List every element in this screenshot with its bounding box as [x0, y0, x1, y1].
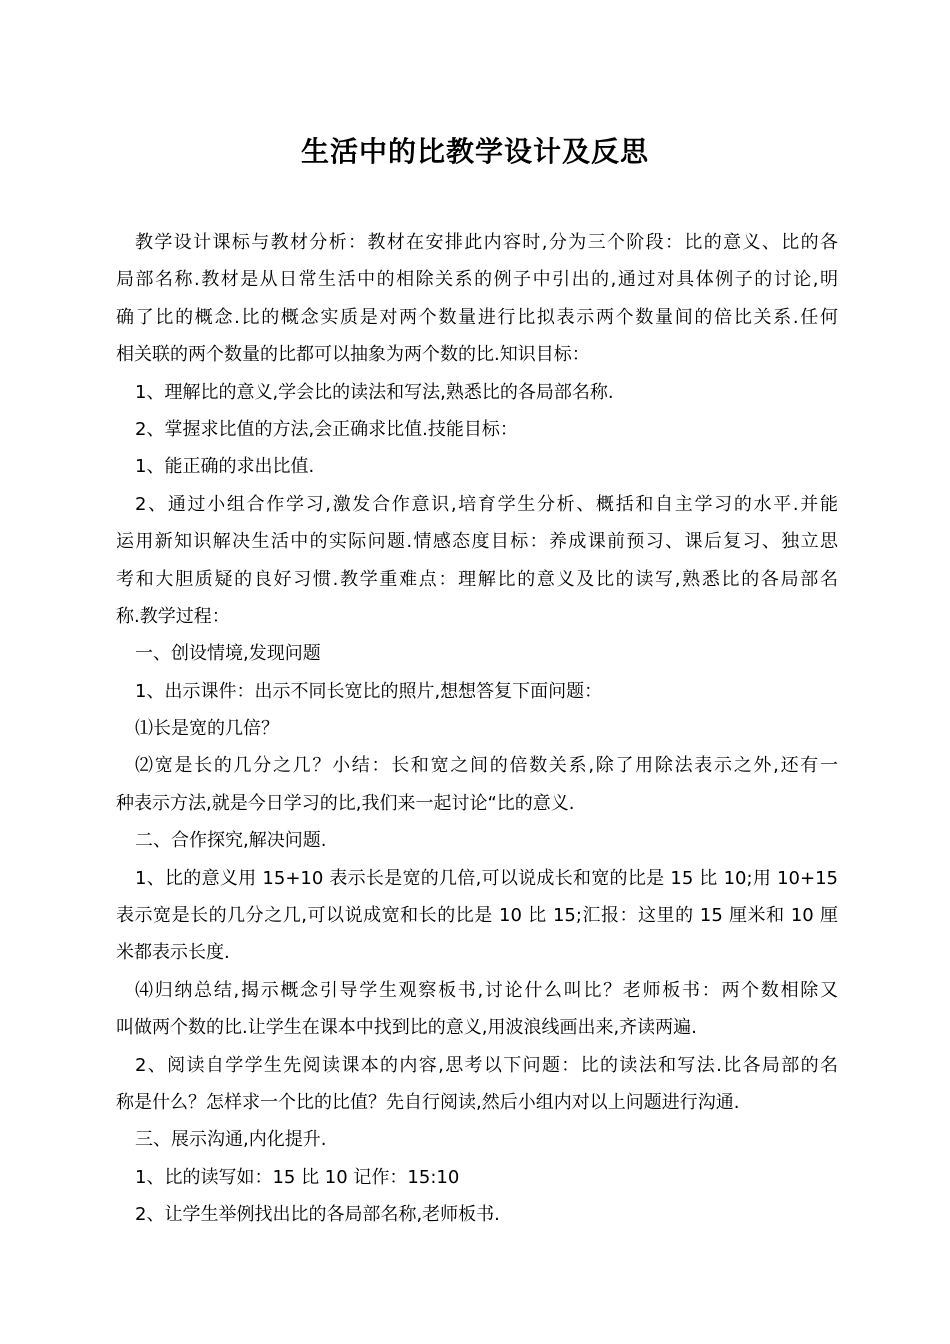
body-line: 叫做两个数的比.让学生在课本中找到比的意义,用波浪线画出来,齐读两遍.: [116, 1017, 697, 1039]
body-line: 1、比的意义用 15+10 表示长是宽的几倍,可以说成长和宽的比是 15 比 10;用 10+15: [135, 867, 838, 889]
body-line: 一、创设情境,发现问题: [135, 643, 321, 665]
body-line: 称是什么？怎样求一个比的比值？先自行阅读,然后小组内对以上问题进行沟通.: [116, 1091, 740, 1113]
body-line: 确了比的概念.比的概念实质是对两个数量进行比拟表示两个数量间的倍比关系.任何: [116, 306, 838, 328]
body-line: ⑷归纳总结,揭示概念引导学生观察板书,讨论什么叫比？老师板书：两个数相除又: [135, 979, 838, 1001]
body-line: 1、能正确的求出比值.: [135, 456, 315, 478]
body-line: 教学设计课标与教材分析：教材在安排此内容时,分为三个阶段：比的意义、比的各: [135, 232, 838, 253]
body-line: ⑴长是宽的几倍？: [135, 718, 279, 740]
body-line: ⑵宽是长的几分之几？小结：长和宽之间的倍数关系,除了用除法表示之外,还有一: [135, 755, 838, 777]
body-line: 1、出示课件：出示不同长宽比的照片,想想答复下面问题：: [135, 680, 603, 702]
body-line: 考和大胆质疑的良好习惯.教学重难点：理解比的意义及比的读写,熟悉比的各局部名: [116, 568, 838, 590]
body-line: 表示宽是长的几分之几,可以说成宽和长的比是 10 比 15;汇报：这里的 15 厘米和 10 厘: [116, 905, 838, 927]
body-line: 2、让学生举例找出比的各局部名称,老师板书.: [135, 1204, 500, 1226]
body-line: 三、展示沟通,内化提升.: [135, 1129, 327, 1151]
body-line: 2、掌握求比值的方法,会正确求比值.技能目标：: [135, 418, 518, 440]
body-line: 米都表示长度.: [116, 942, 230, 964]
body-line: 二、合作探究,解决问题.: [135, 830, 327, 852]
body-line: 局部名称.教材是从日常生活中的相除关系的例子中引出的,通过对具体例子的讨论,明: [116, 269, 838, 291]
body-line: 2、阅读自学学生先阅读课本的内容,思考以下问题：比的读法和写法.比各局部的名: [135, 1054, 838, 1076]
body-line: 相关联的两个数量的比都可以抽象为两个数的比.知识目标：: [116, 344, 590, 366]
body-line: 种表示方法,就是今日学习的比,我们来一起讨论“比的意义.: [116, 792, 575, 814]
body-line: 1、比的读写如：15 比 10 记作：15:10: [135, 1166, 460, 1188]
body-line: 称.教学过程：: [116, 605, 230, 627]
document-title: 生活中的比教学设计及反思: [300, 135, 649, 168]
body-line: 运用新知识解决生活中的实际问题.情感态度目标：养成课前预习、课后复习、独立思: [116, 531, 838, 553]
document-body: [116, 224, 838, 1234]
body-line: 2、通过小组合作学习,激发合作意识,培育学生分析、概括和自主学习的水平.并能: [135, 493, 838, 515]
body-line: 1、理解比的意义,学会比的读法和写法,熟悉比的各局部名称.: [135, 381, 614, 403]
